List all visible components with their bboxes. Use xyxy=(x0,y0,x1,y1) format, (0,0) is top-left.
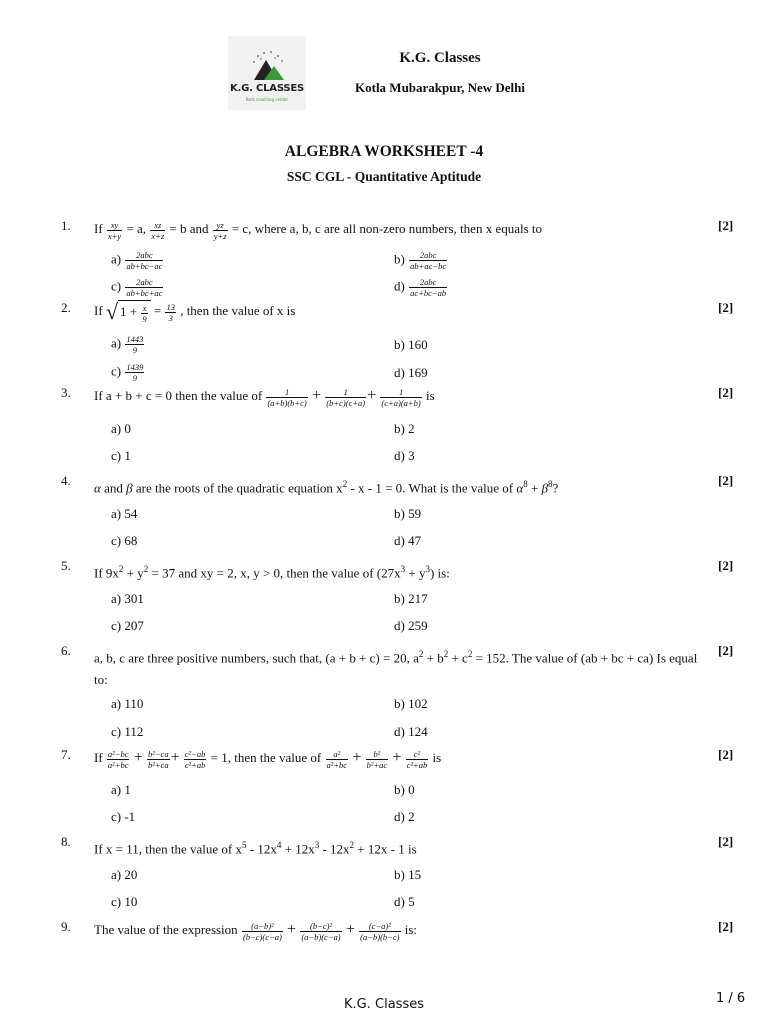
option-d: d) 259 xyxy=(394,618,428,633)
option-d: d) 2 xyxy=(394,809,415,824)
option-d: d) $\frac{\text{2abc}}{ac+bc-ab}$ xyxy=(394,277,447,298)
option-a: a) $\frac{1443}{9}$ xyxy=(111,334,144,355)
marks: [2] xyxy=(718,643,734,658)
option-b: b) 2 xyxy=(394,421,415,436)
question-text: If $9x^2 + y^2 = 37$ and xy = 2, x, y > 0, then the value of $(27x^3 + y^3)$ is: xyxy=(94,564,450,581)
worksheet-title: ALGEBRA WORKSHEET -4 xyxy=(284,143,484,160)
option-b: b) 0 xyxy=(394,782,415,797)
question-text: If a + b + c = 0 then the value of $\frac{1}{(a+b)(b+c)}$ + $\frac{1}{(b+c)(c+a)}$ + $\frac{1}{(c+a)(a+b)}$ is xyxy=(94,386,435,408)
question-text: The value of the expression $\frac{\text{(a−b)²}}{(b-c)(c-a)}$ + $\frac{\text{(b−c)²}}{(a-b)(c-a)}$ + $\frac{\text{(c−a)²}}{(a-b)(b-c)}$ is: xyxy=(94,920,418,942)
question-number: 8. xyxy=(61,834,71,849)
option-b: b) 59 xyxy=(394,506,422,521)
option-b: b) 102 xyxy=(394,696,428,711)
option-c: c) $\frac{1439}{9}$ xyxy=(111,362,144,383)
question-text: If x = 11, then the value of $x^5 - 12x^4 + 12x^3 - 12x^2 + 12x - 1$ is xyxy=(94,840,417,857)
logo-text: K.G. CLASSES xyxy=(229,83,305,94)
question-number: 3. xyxy=(61,385,71,400)
option-a: a) 20 xyxy=(111,867,138,882)
institute-address: Kotla Mubarakpur, New Delhi xyxy=(355,80,525,95)
option-a: a) 1 xyxy=(111,782,131,797)
option-d: d) 169 xyxy=(394,365,428,380)
option-a: a) 301 xyxy=(111,591,144,606)
marks: [2] xyxy=(718,385,734,400)
option-c: c) $\frac{\text{2abc}}{ab+bc+ac}$ xyxy=(111,277,163,298)
option-d: d) 5 xyxy=(394,894,415,909)
question-number: 9. xyxy=(61,919,71,934)
question-number: 7. xyxy=(61,747,71,762)
option-d: d) 124 xyxy=(394,724,428,739)
question-number: 6. xyxy=(61,643,71,658)
marks: [2] xyxy=(718,919,734,934)
option-b: b) $\frac{\text{2abc}}{ab+ac-bc}$ xyxy=(394,250,447,271)
marks: [2] xyxy=(718,834,734,849)
option-d: d) 3 xyxy=(394,448,415,463)
question-text: If $\frac{xy}{x+y}$ = a, $\frac{xz}{x+z}$ = b and $\frac{yz}{y+z}$ = c, where a, b, c are all non-zero numbers, then x equals to xyxy=(94,219,543,241)
option-a: a) 54 xyxy=(111,506,138,521)
option-c: c) 112 xyxy=(111,724,144,739)
marks: [2] xyxy=(718,218,734,233)
question-number: 4. xyxy=(61,473,71,488)
question-text: If √ 1 + $\frac{x}{9}$ = $\frac{13}{3}$ , then the value of x is xyxy=(94,299,296,325)
option-c: c) -1 xyxy=(111,809,136,824)
option-a: a) $\frac{\text{2abc}}{ab+bc-ac}$ xyxy=(111,250,163,271)
logo-tagline: Best coaching center xyxy=(245,97,289,102)
question-text: If $\frac{\text{a²−bc}}{\text{a²+bc}}$ + $\frac{\text{b²−ca}}{\text{b²+ca}}$ + $\frac{\text{c²−ab}}{\text{c²+ab}}$ = 1, then the value of $\frac{\text{a²}}{\text{a²+bc}}$ + $\frac{\text{b²}}{\text{b²+ac}}$ + $\frac{\text{c²}}{\text{c²+ab}}$ is xyxy=(94,748,442,770)
option-c: c) 207 xyxy=(111,618,144,633)
marks: [2] xyxy=(718,558,734,573)
option-a: a) 110 xyxy=(111,696,144,711)
marks: [2] xyxy=(718,300,734,315)
option-b: b) 15 xyxy=(394,867,422,882)
option-b: b) 217 xyxy=(394,591,428,606)
question-number: 5. xyxy=(61,558,71,573)
marks: [2] xyxy=(718,747,734,762)
logo xyxy=(228,36,306,110)
page-footer: K.G. Classes xyxy=(344,997,424,1012)
option-d: d) 47 xyxy=(394,533,422,548)
option-c: c) 1 xyxy=(111,448,131,463)
option-c: c) 68 xyxy=(111,533,138,548)
institute-name: K.G. Classes xyxy=(399,50,481,66)
marks: [2] xyxy=(718,473,734,488)
page-number: 1 / 6 xyxy=(716,991,746,1006)
question-text: α and β are the roots of the quadratic equation $x^2 - x - 1 = 0$. What is the value of $\alpha^8 + \beta^8$? xyxy=(94,479,559,496)
question-number: 1. xyxy=(61,218,71,233)
worksheet-subtitle: SSC CGL - Quantitative Aptitude xyxy=(286,169,482,184)
option-c: c) 10 xyxy=(111,894,138,909)
option-a: a) 0 xyxy=(111,421,131,436)
question-text: a, b, c are three positive numbers, such that, (a + b + c) = 20, $a^2 + b^2 + c^2 = 152$. The value of (ab + bc + ca) Is equal to: xyxy=(94,649,698,688)
question-number: 2. xyxy=(61,300,71,315)
option-b: b) 160 xyxy=(394,337,428,352)
